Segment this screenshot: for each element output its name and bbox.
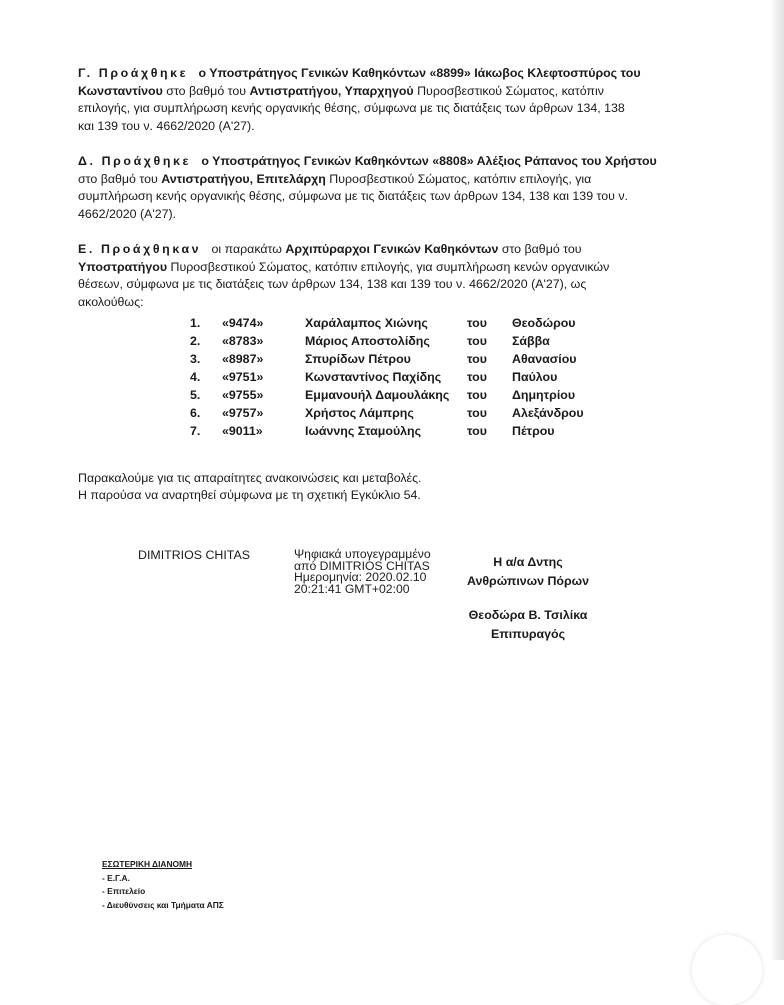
item-tou: του xyxy=(467,406,487,420)
paragraph-d-line-2 xyxy=(78,171,700,189)
paragraph-d-rank-rest: Πυροσβεστικού Σώματος, κατόπιν επιλογής, για xyxy=(329,171,592,186)
closing-text xyxy=(78,470,422,504)
signatory-title-line-1: Η α/α Δντης xyxy=(493,555,563,569)
item-father: Παύλου xyxy=(512,370,558,384)
distribution-item: - Διευθύνσεις και Τμήματα ΑΠΣ xyxy=(102,899,224,910)
item-name: Χαράλαμπος Χιώνης xyxy=(305,316,428,330)
paragraph-e-intro: οι παρακάτω xyxy=(211,242,282,256)
signatory-title xyxy=(448,553,608,590)
item-number: 7. xyxy=(190,424,201,438)
item-number: 5. xyxy=(190,388,201,402)
paragraph-g-rank-rest: Πυροσβεστικού Σώματος, κατόπιν xyxy=(417,83,604,98)
paragraph-d-lead: Δ. Προάχθηκε xyxy=(78,154,191,168)
paragraph-e-line-2 xyxy=(78,259,700,277)
paragraph-d-rank-intro: στο βαθμό του xyxy=(78,171,158,186)
paragraph-d xyxy=(78,153,700,223)
digital-signature-line-2: από DIMITRIOS CHITAS xyxy=(294,558,430,573)
distribution-title: ΕΣΩΤΕΡΙΚΗ ΔΙΑΝΟΜΗ xyxy=(102,859,193,869)
item-father: Δημητρίου xyxy=(512,388,576,402)
item-name: Εμμανουήλ Δαμουλάκης xyxy=(305,388,450,402)
internal-distribution xyxy=(102,858,224,912)
paragraph-e-old-rank: Αρχιπύραρχοι Γενικών Καθηκόντων xyxy=(285,242,499,256)
item-father: Αλεξάνδρου xyxy=(512,406,584,420)
item-number: 1. xyxy=(190,316,201,330)
paragraph-g-line-1 xyxy=(78,65,700,83)
item-father: Σάββα xyxy=(512,334,550,348)
paragraph-e-new-rank: Υποστρατήγου xyxy=(78,259,168,274)
paragraph-e-lead: Ε. Προάχθηκαν xyxy=(78,242,202,256)
digital-signature-stamp xyxy=(294,549,431,595)
corner-overlay-circle xyxy=(692,935,762,1005)
closing-line-2: Η παρούσα να αναρτηθεί σύμφωνα με τη σχετική Εγκύκλιο 54. xyxy=(78,488,421,502)
signer-name: DIMITRIOS CHITAS xyxy=(138,548,250,562)
paragraph-e-line-3: θέσεων, σύμφωνα με τις διατάξεις των άρθρων 134, 138 και 139 του ν. 4662/2020 (Α'27), ως xyxy=(78,277,587,291)
paragraph-d-line-1 xyxy=(78,153,700,171)
paragraph-e-rank-intro: στο βαθμό του xyxy=(501,242,582,256)
item-code: «8987» xyxy=(222,352,264,366)
item-name: Χρήστος Λάμπρης xyxy=(305,406,414,420)
item-number: 3. xyxy=(190,352,201,366)
item-number: 2. xyxy=(190,334,201,348)
paragraph-d-subject: ο Υποστράτηγος Γενικών Καθηκόντων «8808» Αλέξιος Ράπανος του Χρήστου xyxy=(201,154,657,168)
item-tou: του xyxy=(467,316,487,330)
item-name: Μάριος Αποστολίδης xyxy=(305,334,430,348)
paragraph-g-subject: ο Υποστράτηγος Γενικών Καθηκόντων «8899» Ιάκωβος Κλεφτοσπύρος του xyxy=(198,66,641,80)
item-name: Κωνσταντίνος Παχίδης xyxy=(305,370,442,384)
paragraph-e-line-1 xyxy=(78,241,700,259)
digital-signature-line-4: 20:21:41 GMT+02:00 xyxy=(294,581,410,596)
digital-signature-line-3: Ημερομηνία: 2020.02.10 xyxy=(294,570,427,584)
item-code: «9755» xyxy=(222,388,264,402)
paragraph-g-rank-intro: στο βαθμό του xyxy=(166,83,247,98)
item-father: Πέτρου xyxy=(512,424,555,438)
item-code: «9011» xyxy=(222,424,263,438)
page-edge-shadow xyxy=(770,0,784,960)
item-number: 6. xyxy=(190,406,201,420)
paragraph-g-line-4: και 139 του ν. 4662/2020 (Α'27). xyxy=(78,118,255,133)
item-tou: του xyxy=(467,424,487,438)
item-code: «8783» xyxy=(222,334,264,348)
paragraph-g-father-name: Κωνσταντίνου xyxy=(78,83,163,98)
item-code: «9757» xyxy=(222,406,264,420)
item-tou: του xyxy=(467,334,487,348)
signatory-person-rank: Επιπυραγός xyxy=(490,626,566,641)
digital-signature-line-1: Ψηφιακά υπογεγραμμένο xyxy=(294,547,431,561)
paragraph-e-rank-rest: Πυροσβεστικού Σώματος, κατόπιν επιλογής, για συμπλήρωση κενών οργανικών xyxy=(170,259,610,274)
item-tou: του xyxy=(467,352,487,366)
paragraph-d-new-rank: Αντιστρατήγου, Επιτελάρχη xyxy=(161,171,326,186)
item-father: Θεοδώρου xyxy=(512,316,576,330)
signatory-title-line-2: Ανθρώπινων Πόρων xyxy=(466,573,590,588)
paragraph-e-line-4: ακολούθως: xyxy=(78,294,144,309)
paragraph-g-line-2 xyxy=(78,83,700,101)
paragraph-g xyxy=(78,65,700,135)
item-number: 4. xyxy=(190,370,201,384)
paragraph-g-lead: Γ. Προάχθηκε xyxy=(78,66,189,80)
item-name: Ιωάννης Σταμούλης xyxy=(305,424,422,438)
item-tou: του xyxy=(467,388,487,402)
item-father: Αθανασίου xyxy=(512,352,577,366)
item-code: «9751» xyxy=(222,370,264,384)
paragraph-g-line-3: επιλογής, για συμπλήρωση κενής οργανικής θέσης, σύμφωνα με τις διατάξεις των άρθρων 134, 138 xyxy=(78,101,625,115)
distribution-item: - Ε.Γ.Α. xyxy=(102,872,130,883)
distribution-item: - Επιτελείο xyxy=(102,886,146,896)
paragraph-g-new-rank: Αντιστρατήγου, Υπαρχηγού xyxy=(249,83,414,98)
item-name: Σπυρίδων Πέτρου xyxy=(305,352,411,366)
item-code: «9474» xyxy=(222,316,264,330)
paragraph-d-line-3: συμπλήρωση κενής οργανικής θέσης, σύμφωνα με τις διατάξεις των άρθρων 134, 138 και 139 του ν. xyxy=(78,189,629,203)
closing-line-1: Παρακαλούμε για τις απαραίτητες ανακοινώσεις και μεταβολές. xyxy=(78,471,422,485)
signatory-person-name: Θεοδώρα Β. Τσιλίκα xyxy=(468,608,588,622)
signatory-person xyxy=(448,606,608,643)
item-tou: του xyxy=(467,370,487,384)
paragraph-e xyxy=(78,241,700,311)
paragraph-d-line-4: 4662/2020 (Α'27). xyxy=(78,206,177,221)
